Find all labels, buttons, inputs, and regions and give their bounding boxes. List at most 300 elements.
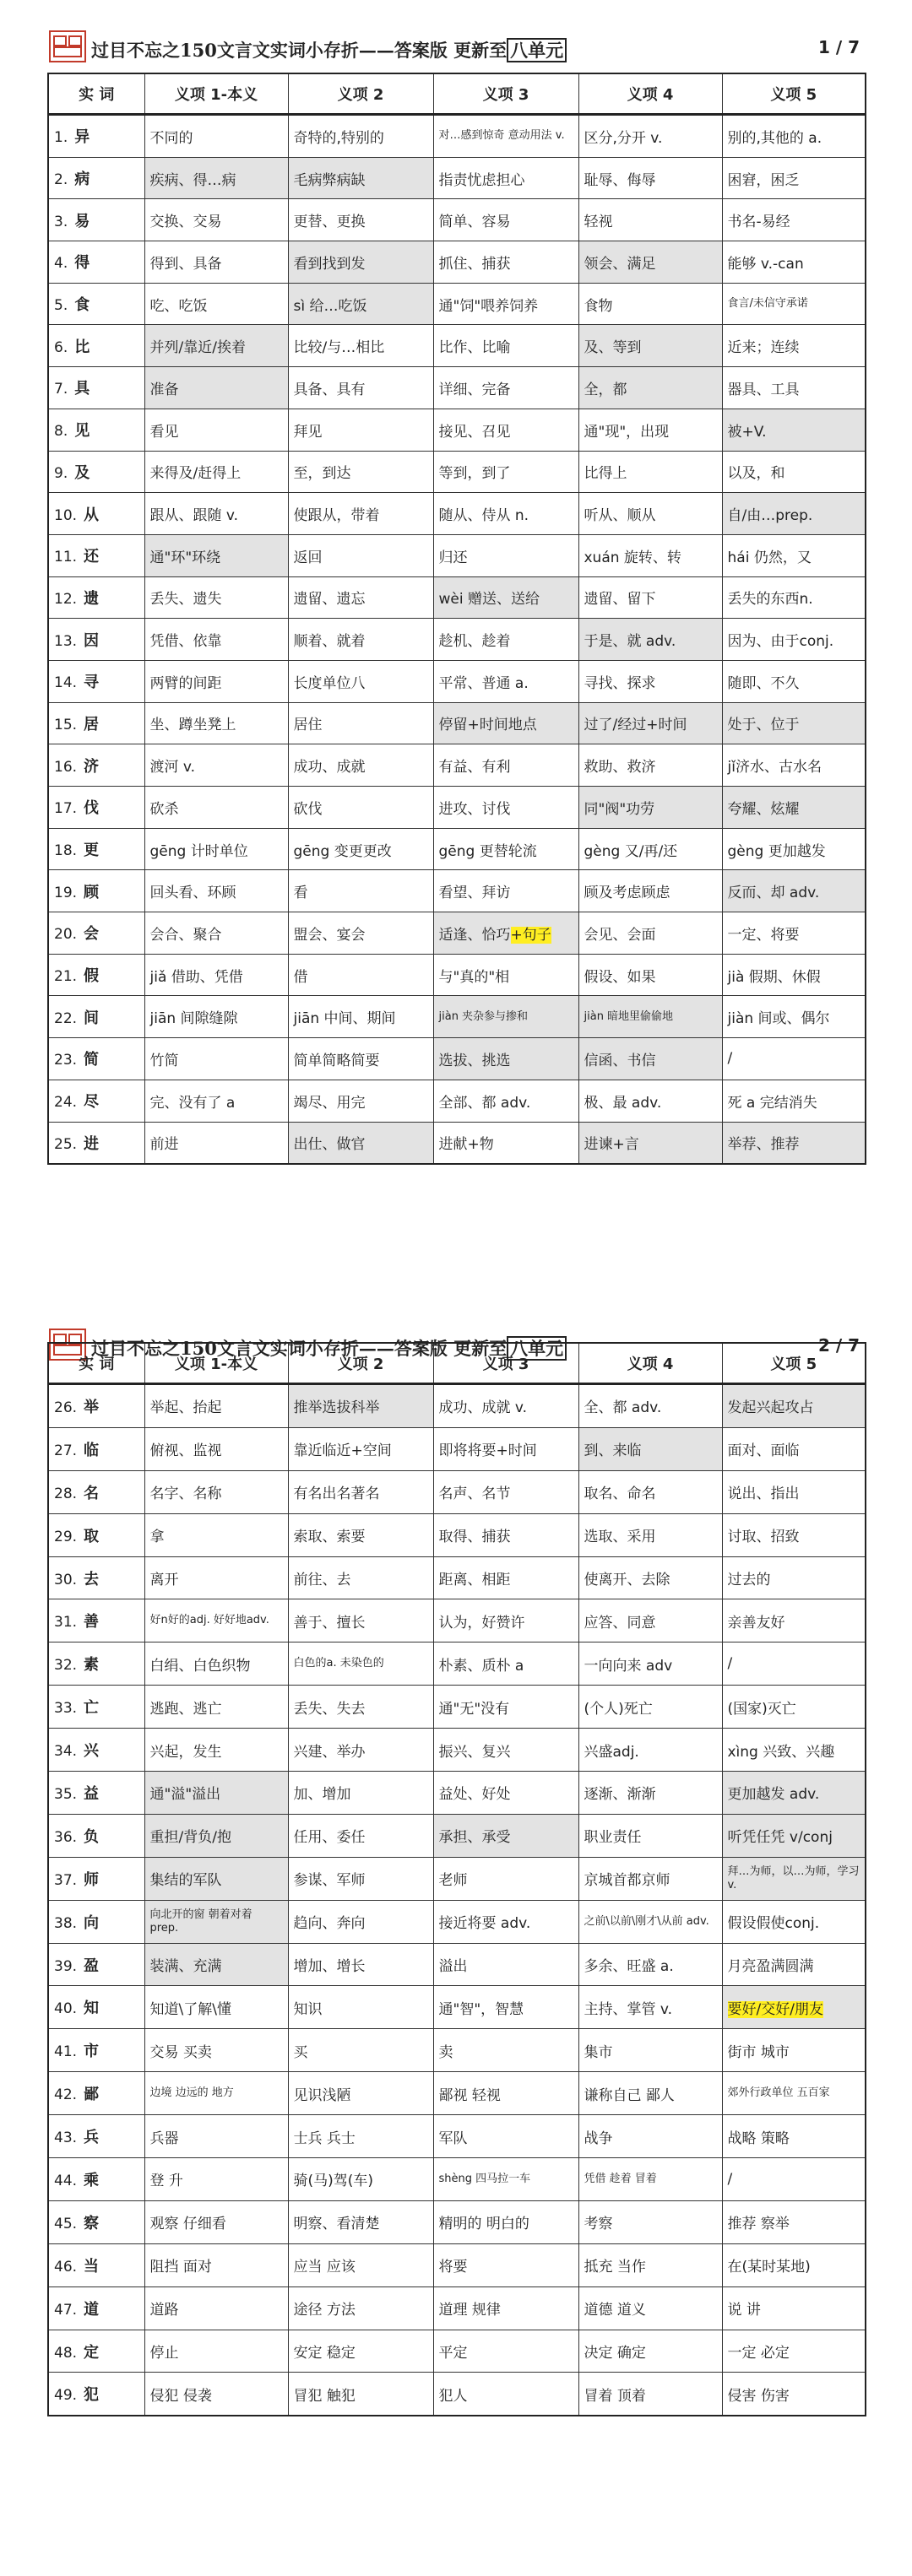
word-cell (48, 576, 144, 619)
col-header: 实 词 (48, 73, 144, 115)
meaning-text: 不同的 (149, 129, 193, 147)
meaning-cell (144, 1038, 288, 1080)
word-cell (48, 1384, 144, 1428)
meaning-cell (722, 2200, 866, 2243)
meaning-text: 侵害 伤害 (727, 2387, 790, 2405)
col-header: 实 词 (48, 1343, 144, 1384)
meaning-cell (288, 241, 433, 284)
meaning-cell (722, 325, 866, 367)
word-cell (48, 2373, 144, 2416)
meaning-text: 任用、委任 (293, 1829, 366, 1847)
meaning-text: 道路 (149, 2302, 179, 2319)
meaning-text: 即将将要+时间 (438, 1442, 537, 1460)
meaning-cell (433, 2029, 578, 2072)
meaning-text: 停留+时间地点 (438, 717, 537, 734)
row-number: 10. (54, 506, 78, 524)
word: 比 (74, 338, 90, 356)
meaning-cell (722, 660, 866, 702)
word-cell (48, 744, 144, 787)
meaning-cell (722, 912, 866, 955)
word-cell (48, 619, 144, 661)
meaning-text: wèi 赠送、送给 (438, 591, 540, 609)
meaning-text: 别的,其他的 a. (727, 129, 822, 147)
meaning-text: jiàn 夹杂参与掺和 (438, 1009, 529, 1023)
word-cell (48, 1513, 144, 1556)
meaning-text: 白绢、白色织物 (149, 1657, 251, 1675)
meaning-cell (722, 954, 866, 996)
meaning-text: 名声、名节 (438, 1486, 511, 1503)
meaning-text: 奇特的,特别的 (293, 129, 384, 147)
row-number: 8. (54, 423, 68, 441)
meaning-cell (144, 199, 288, 241)
word: 益 (84, 1784, 100, 1803)
table-row (48, 451, 866, 493)
meaning-cell (288, 2330, 433, 2373)
row-number: 20. (54, 926, 78, 944)
meaning-cell (144, 493, 288, 535)
meaning-text: 比较/与…相比 (293, 339, 385, 357)
meaning-cell (722, 2243, 866, 2286)
word-cell (48, 1122, 144, 1164)
meaning-text: 适逢、恰巧 (438, 926, 511, 944)
meaning-cell (433, 1384, 578, 1428)
meaning-cell (288, 2115, 433, 2158)
word: 顾 (84, 883, 100, 901)
table-row (48, 2029, 866, 2072)
word-cell (48, 451, 144, 493)
word: 亡 (84, 1699, 100, 1718)
meaning-cell (578, 1772, 722, 1815)
meaning-text: 跟从、跟随 v. (149, 507, 239, 525)
meaning-cell (288, 954, 433, 996)
meaning-cell (288, 2243, 433, 2286)
meaning-cell (433, 2158, 578, 2201)
row-number: 1. (54, 129, 68, 147)
meaning-text: 通"智"，智慧 (438, 2000, 524, 2018)
meaning-cell (578, 2373, 722, 2416)
table-row (48, 1384, 866, 1428)
meaning-text: 全，都 (584, 381, 627, 398)
meaning-text: 善于、擅长 (293, 1614, 366, 1632)
meaning-text: 途径 方法 (293, 2302, 356, 2319)
meaning-cell (144, 1986, 288, 2029)
table-row (48, 241, 866, 284)
meaning-text: 精明的 明白的 (438, 2216, 529, 2233)
word-cell (48, 912, 144, 955)
word: 当 (84, 2257, 100, 2276)
meaning-cell (288, 1513, 433, 1556)
meaning-text: 逃跑、逃亡 (149, 1700, 222, 1718)
meaning-cell (722, 2072, 866, 2115)
meaning-cell (722, 2373, 866, 2416)
meaning-cell (433, 787, 578, 829)
meaning-cell (433, 1122, 578, 1164)
meaning-text: 买 (293, 2043, 308, 2061)
meaning-cell (578, 493, 722, 535)
table-row (48, 1686, 866, 1729)
meaning-text: 职业责任 (584, 1829, 642, 1847)
word-cell (48, 1038, 144, 1080)
meaning-cell (288, 702, 433, 744)
meaning-cell (288, 1772, 433, 1815)
meaning-cell (722, 2330, 866, 2373)
meaning-text: 听凭任凭 v/conj (727, 1829, 833, 1847)
meaning-cell (144, 1470, 288, 1513)
meaning-text: 并列/靠近/挨着 (149, 339, 246, 357)
row-number: 43. (54, 2130, 78, 2147)
meaning-cell (722, 1642, 866, 1686)
meaning-text: 处于、位于 (727, 717, 800, 734)
meaning-cell (144, 2286, 288, 2330)
meaning-cell (288, 870, 433, 912)
meaning-text: 寻找、探求 (584, 674, 656, 692)
word: 知 (84, 2000, 100, 2018)
meaning-text: jiàn 暗地里偷偷地 (584, 1009, 674, 1023)
word: 察 (84, 2214, 100, 2232)
meaning-cell (578, 2115, 722, 2158)
meaning-text: gēng 变更更改 (293, 842, 392, 860)
meaning-cell (578, 702, 722, 744)
meaning-cell (144, 576, 288, 619)
meaning-text: 边境 边远的 地方 (149, 2086, 234, 2100)
table-row (48, 619, 866, 661)
meaning-cell (722, 619, 866, 661)
word: 取 (84, 1527, 100, 1545)
word: 伐 (84, 799, 100, 818)
table-row (48, 1772, 866, 1815)
meaning-cell (144, 996, 288, 1038)
meaning-text: 轻视 (584, 214, 613, 231)
table-row (48, 996, 866, 1038)
meaning-cell (288, 1556, 433, 1599)
word-cell (48, 1900, 144, 1943)
meaning-cell (722, 2115, 866, 2158)
word: 进 (84, 1134, 100, 1153)
meaning-text: 回头看、环顾 (149, 885, 236, 902)
meaning-cell (433, 2072, 578, 2115)
meaning-text: 使跟从，带着 (293, 507, 380, 525)
meaning-text: 发起兴起攻占 (727, 1399, 814, 1417)
row-number: 2. (54, 171, 68, 189)
meaning-cell (433, 1470, 578, 1513)
meaning-text: 装满、充满 (149, 1958, 222, 1976)
meaning-cell (578, 283, 722, 325)
word: 举 (84, 1398, 100, 1416)
meaning-text: 交易 买卖 (149, 2043, 212, 2061)
meaning-cell (722, 1943, 866, 1986)
meaning-cell (578, 241, 722, 284)
meaning-text: 应当 应该 (293, 2259, 356, 2276)
word: 简 (84, 1051, 100, 1069)
meaning-text: 进谏+言 (584, 1136, 639, 1154)
word-cell (48, 325, 144, 367)
meaning-cell (578, 912, 722, 955)
meaning-cell (288, 493, 433, 535)
row-number: 26. (54, 1399, 78, 1416)
meaning-text: 说出、指出 (727, 1486, 800, 1503)
meaning-text: 长度单位八 (293, 674, 366, 692)
meaning-text: xuán 旋转、转 (584, 549, 681, 566)
table-row (48, 2072, 866, 2115)
meaning-cell (722, 115, 866, 158)
meaning-text: 看见 (149, 423, 179, 441)
word: 兵 (84, 2129, 100, 2147)
meaning-cell (433, 744, 578, 787)
table-row (48, 534, 866, 576)
row-number: 44. (54, 2172, 78, 2189)
row-number: 47. (54, 2301, 78, 2319)
meaning-text: jiàn 间或、偶尔 (727, 1010, 830, 1028)
table-row (48, 2200, 866, 2243)
meaning-text: 战略 策略 (727, 2130, 790, 2147)
meaning-cell (144, 744, 288, 787)
meaning-cell (144, 534, 288, 576)
meaning-text: 平定 (438, 2345, 468, 2362)
meaning-text: 顺着、就着 (293, 633, 366, 651)
meaning-cell (578, 451, 722, 493)
meaning-text: 溢出 (438, 1958, 468, 1976)
table-row (48, 1122, 866, 1164)
meaning-cell (578, 996, 722, 1038)
word: 兴 (84, 1742, 100, 1761)
meaning-text: 军队 (438, 2130, 468, 2147)
meaning-text: 取名、命名 (584, 1486, 656, 1503)
meaning-text: 完、没有了 a (149, 1094, 236, 1112)
word-cell (48, 2286, 144, 2330)
word: 病 (74, 170, 90, 189)
meaning-cell (144, 283, 288, 325)
meaning-text: 认为，好赞许 (438, 1614, 525, 1632)
row-number: 41. (54, 2043, 78, 2061)
meaning-cell (722, 1986, 866, 2029)
meaning-cell (433, 2330, 578, 2373)
meaning-text: 知识 (293, 2000, 323, 2018)
word-cell (48, 702, 144, 744)
meaning-text: 将要 (438, 2259, 468, 2276)
meaning-cell (144, 954, 288, 996)
meaning-cell (288, 451, 433, 493)
meaning-cell (722, 241, 866, 284)
row-number: 28. (54, 1485, 78, 1502)
meaning-text: 能够 v.-can (727, 255, 804, 273)
meaning-cell (144, 2158, 288, 2201)
row-number: 49. (54, 2387, 78, 2405)
word-cell (48, 660, 144, 702)
word: 尽 (84, 1093, 100, 1112)
meaning-text: 通"溢"溢出 (149, 1786, 221, 1804)
meaning-cell (288, 1038, 433, 1080)
word-cell (48, 157, 144, 199)
meaning-text: 抵充 当作 (584, 2259, 646, 2276)
word-cell (48, 534, 144, 576)
meaning-text: 参谋、军师 (293, 1872, 366, 1890)
meaning-text: 战争 (584, 2130, 613, 2147)
meaning-text: 前往、去 (293, 1572, 351, 1588)
meaning-text: 等到，到了 (438, 465, 511, 483)
word: 寻 (84, 674, 100, 692)
meaning-cell (144, 409, 288, 451)
meaning-cell (578, 1470, 722, 1513)
word-cell (48, 1772, 144, 1815)
table-row (48, 2115, 866, 2158)
meaning-cell (578, 1513, 722, 1556)
table-row (48, 1857, 866, 1900)
meaning-text: 选拔、挑选 (438, 1052, 511, 1069)
meaning-text: gēng 更替轮流 (438, 842, 537, 860)
meaning-text: 于是、就 adv. (584, 633, 676, 651)
meaning-text: 见识浅陋 (293, 2086, 351, 2104)
meaning-text: 接见、召见 (438, 423, 511, 441)
meaning-text: 讨取、招致 (727, 1529, 800, 1546)
meaning-cell (433, 954, 578, 996)
meaning-cell (578, 1384, 722, 1428)
meaning-cell (578, 2200, 722, 2243)
word: 盈 (84, 1956, 100, 1975)
meaning-text: 名字、名称 (149, 1486, 222, 1503)
meaning-cell (722, 576, 866, 619)
word-cell (48, 870, 144, 912)
meaning-text: 俯视、监视 (149, 1442, 222, 1460)
meaning-text: 面对、面临 (727, 1442, 800, 1460)
meaning-cell (722, 409, 866, 451)
vocab-table (47, 1342, 866, 2416)
meaning-cell (433, 1772, 578, 1815)
col-header: 义项 3 (433, 1343, 578, 1384)
meaning-text: 自/由…prep. (727, 507, 813, 525)
meaning-cell (288, 2072, 433, 2115)
meaning-cell (144, 1122, 288, 1164)
meaning-text: 丢失、遗失 (149, 591, 222, 609)
meaning-cell (578, 576, 722, 619)
meaning-cell (433, 1729, 578, 1772)
word: 名 (84, 1484, 100, 1502)
meaning-cell (144, 1556, 288, 1599)
meaning-text: 交换、交易 (149, 214, 222, 231)
meaning-text: 停止 (149, 2345, 179, 2362)
meaning-cell (144, 828, 288, 870)
meaning-text: 随从、侍从 n. (438, 507, 529, 525)
meaning-text: 更替、更换 (293, 214, 366, 231)
meaning-cell (288, 1857, 433, 1900)
meaning-cell (144, 870, 288, 912)
meaning-text: sì 给…吃饭 (293, 297, 367, 315)
meaning-text: 过了/经过+时间 (584, 717, 687, 734)
meaning-text: 救助、救济 (584, 759, 656, 777)
table-row (48, 1599, 866, 1642)
meaning-cell (433, 702, 578, 744)
meaning-cell (722, 1556, 866, 1599)
word: 犯 (84, 2386, 100, 2405)
table-row (48, 1513, 866, 1556)
meaning-text: 居住 (293, 717, 323, 734)
meaning-cell (578, 787, 722, 829)
meaning-text: 成功、成就 (293, 759, 366, 777)
table-row (48, 744, 866, 787)
meaning-cell (722, 828, 866, 870)
meaning-text: jǐ济水、古水名 (727, 759, 822, 777)
meaning-cell (288, 115, 433, 158)
meaning-cell (144, 1857, 288, 1900)
meaning-cell (722, 744, 866, 787)
meaning-cell (578, 409, 722, 451)
table-row (48, 1900, 866, 1943)
meaning-cell (144, 451, 288, 493)
meaning-cell (722, 1857, 866, 1900)
meaning-cell (288, 1986, 433, 2029)
meaning-cell (433, 660, 578, 702)
meaning-text: 毛病弊病缺 (293, 171, 366, 189)
col-header: 义项 3 (433, 73, 578, 115)
meaning-text: 道理 规律 (438, 2302, 501, 2319)
meaning-cell (433, 870, 578, 912)
row-number: 6. (54, 338, 68, 356)
meaning-text: 月亮盈满圆满 (727, 1958, 814, 1976)
meaning-cell (288, 2373, 433, 2416)
meaning-text: 抓住、捕获 (438, 255, 511, 273)
meaning-text: 进献+物 (438, 1136, 494, 1154)
meaning-cell (288, 2286, 433, 2330)
meaning-cell (578, 1686, 722, 1729)
page-header (0, 0, 912, 61)
meaning-cell (433, 2286, 578, 2330)
meaning-cell (144, 1900, 288, 1943)
meaning-text: 兴建、举办 (293, 1743, 366, 1761)
meaning-cell (433, 1038, 578, 1080)
meaning-cell (288, 1729, 433, 1772)
word: 定 (84, 2343, 100, 2362)
meaning-cell (288, 1814, 433, 1857)
word-cell (48, 1729, 144, 1772)
meaning-text: 全部、都 adv. (438, 1094, 531, 1112)
col-header: 义项 4 (578, 73, 722, 115)
table-row (48, 954, 866, 996)
word: 善 (84, 1613, 100, 1632)
meaning-text: 犯人 (438, 2387, 468, 2405)
meaning-cell (722, 870, 866, 912)
meaning-cell (288, 534, 433, 576)
meaning-text: 朴素、质朴 a (438, 1657, 524, 1675)
meaning-text: 之前\以前\刚才\从前 adv. (584, 1914, 709, 1928)
meaning-cell (288, 2029, 433, 2072)
meaning-text: 假设、如果 (584, 968, 656, 986)
highlight-note: +句子 (510, 926, 551, 944)
table-row (48, 660, 866, 702)
meaning-text: / (727, 1655, 733, 1673)
word: 见 (74, 422, 90, 441)
meaning-text: 砍杀 (149, 800, 179, 818)
row-number: 31. (54, 1614, 78, 1632)
meaning-text: 向北开的窗 朝着对着 prep. (149, 1908, 252, 1935)
meaning-text: 成功、成就 v. (438, 1399, 528, 1417)
row-number: 4. (54, 255, 68, 273)
meaning-text: shèng 四马拉一车 (438, 2172, 531, 2185)
row-number: 22. (54, 1009, 78, 1027)
meaning-cell (433, 1080, 578, 1122)
meaning-text: 鄙视 轻视 (438, 2086, 501, 2104)
meaning-text: (国家)灭亡 (727, 1700, 796, 1718)
meaning-cell (288, 1642, 433, 1686)
table-row (48, 1642, 866, 1686)
col-header: 义项 1-本义 (144, 1343, 288, 1384)
table-row (48, 115, 866, 158)
meaning-text: 一定、将要 (727, 926, 800, 944)
row-number: 34. (54, 1743, 78, 1761)
meaning-text: jiǎ 借助、凭借 (149, 968, 243, 986)
meaning-cell (288, 1900, 433, 1943)
table-row (48, 367, 866, 409)
meaning-cell (433, 283, 578, 325)
meaning-cell (144, 367, 288, 409)
